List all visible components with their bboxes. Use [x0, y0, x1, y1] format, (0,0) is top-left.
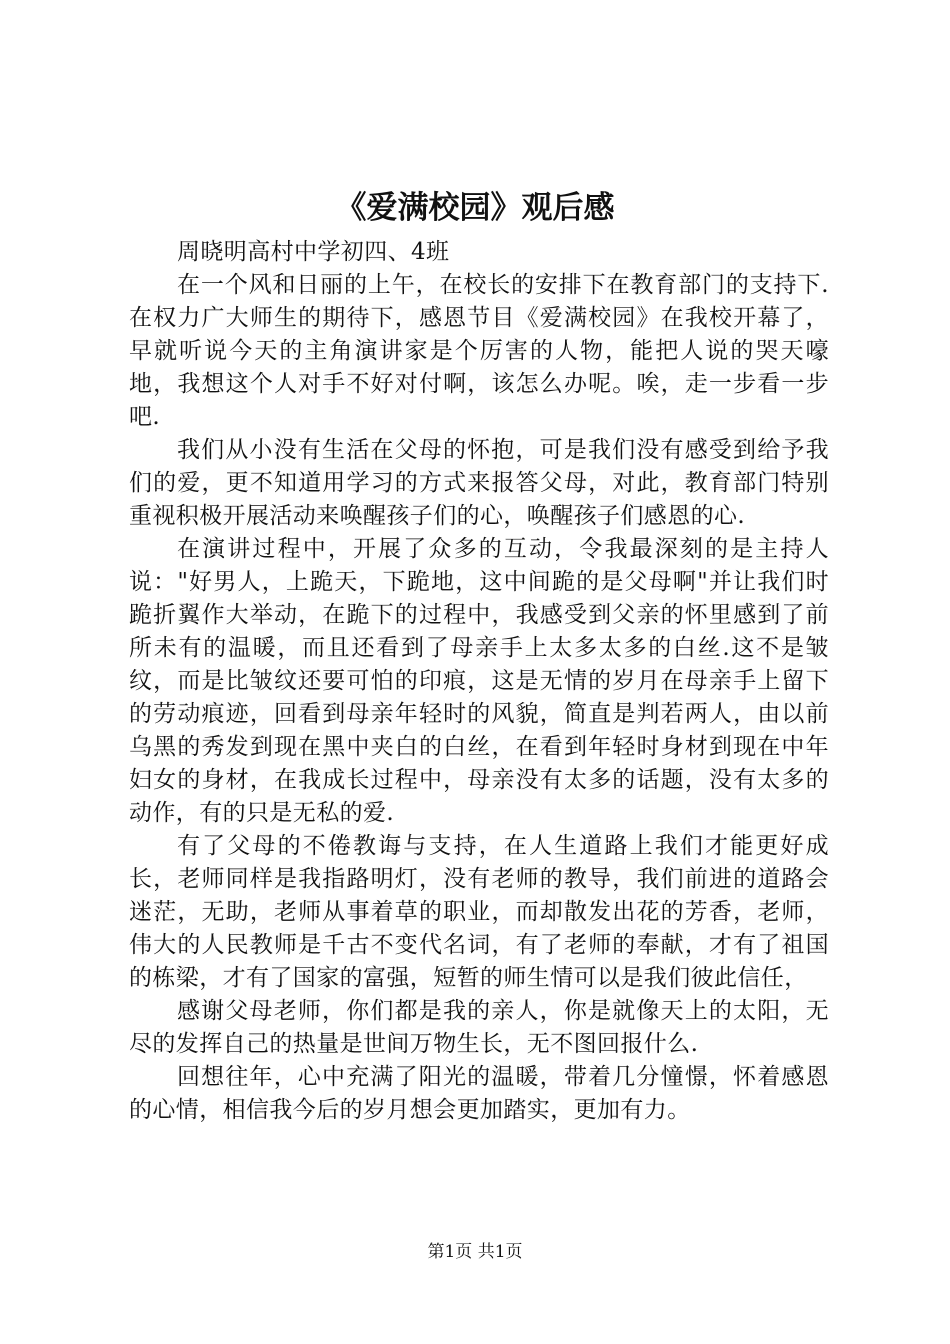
document-body	[129, 236, 829, 1127]
paragraph-5: 感谢父母老师，你们都是我的亲人，你是就像天上的太阳，无尽的发挥自己的热量是世间万物生长，无不图回报什么.	[129, 998, 829, 1057]
paragraph-3: 在演讲过程中，开展了众多的互动，令我最深刻的是主持人说："好男人，上跪天，下跪地，这中间跪的是父母啊"并让我们时跪折翼作大举动，在跪下的过程中，我感受到父亲的怀里感到了前所未有的温暖，而且还看到了母亲手上太多太多的白丝.这不是皱纹，而是比皱纹还要可怕的印痕，这是无情的岁月在母亲手上留下的劳动痕迹，回看到母亲年轻时的风貌，简直是判若两人，由以前乌黑的秀发到现在黑中夹白的白丝，在看到年轻时身材到现在中年妇女的身材，在我成长过程中，母亲没有太多的话题，没有太多的动作，有的只是无私的爱.	[129, 536, 829, 826]
paragraph-2: 我们从小没有生活在父母的怀抱，可是我们没有感受到给予我们的爱，更不知道用学习的方式来报答父母，对此，教育部门特别重视积极开展活动来唤醒孩子们的心，唤醒孩子们感恩的心.	[129, 437, 829, 529]
document-title: 《爱满校园》观后感	[335, 190, 615, 226]
page-number-footer: 第1页 共1页	[427, 1242, 523, 1262]
author-line: 周晓明高村中学初四、4班	[177, 239, 450, 265]
paragraph-1: 在一个风和日丽的上午，在校长的安排下在教育部门的支持下.在权力广大师生的期待下，感恩节目《爱满校园》在我校开幕了，早就听说今天的主角演讲家是个厉害的人物，能把人说的哭天嚎地，我想这个人对手不好对付啊，该怎么办呢。唉，走一步看一步吧.	[129, 272, 829, 430]
paragraph-6: 回想往年，心中充满了阳光的温暖，带着几分憧憬，怀着感恩的心情，相信我今后的岁月想会更加踏实，更加有力。	[129, 1064, 829, 1123]
paragraph-4: 有了父母的不倦教诲与支持，在人生道路上我们才能更好成长，老师同样是我指路明灯，没有老师的教导，我们前进的道路会迷茫，无助，老师从事着草的职业，而却散发出花的芳香，老师，伟大的人民教师是千古不变代名词，有了老师的奉献，才有了祖国的栋梁，才有了国家的富强，短暂的师生情可以是我们彼此信任，	[129, 833, 829, 991]
